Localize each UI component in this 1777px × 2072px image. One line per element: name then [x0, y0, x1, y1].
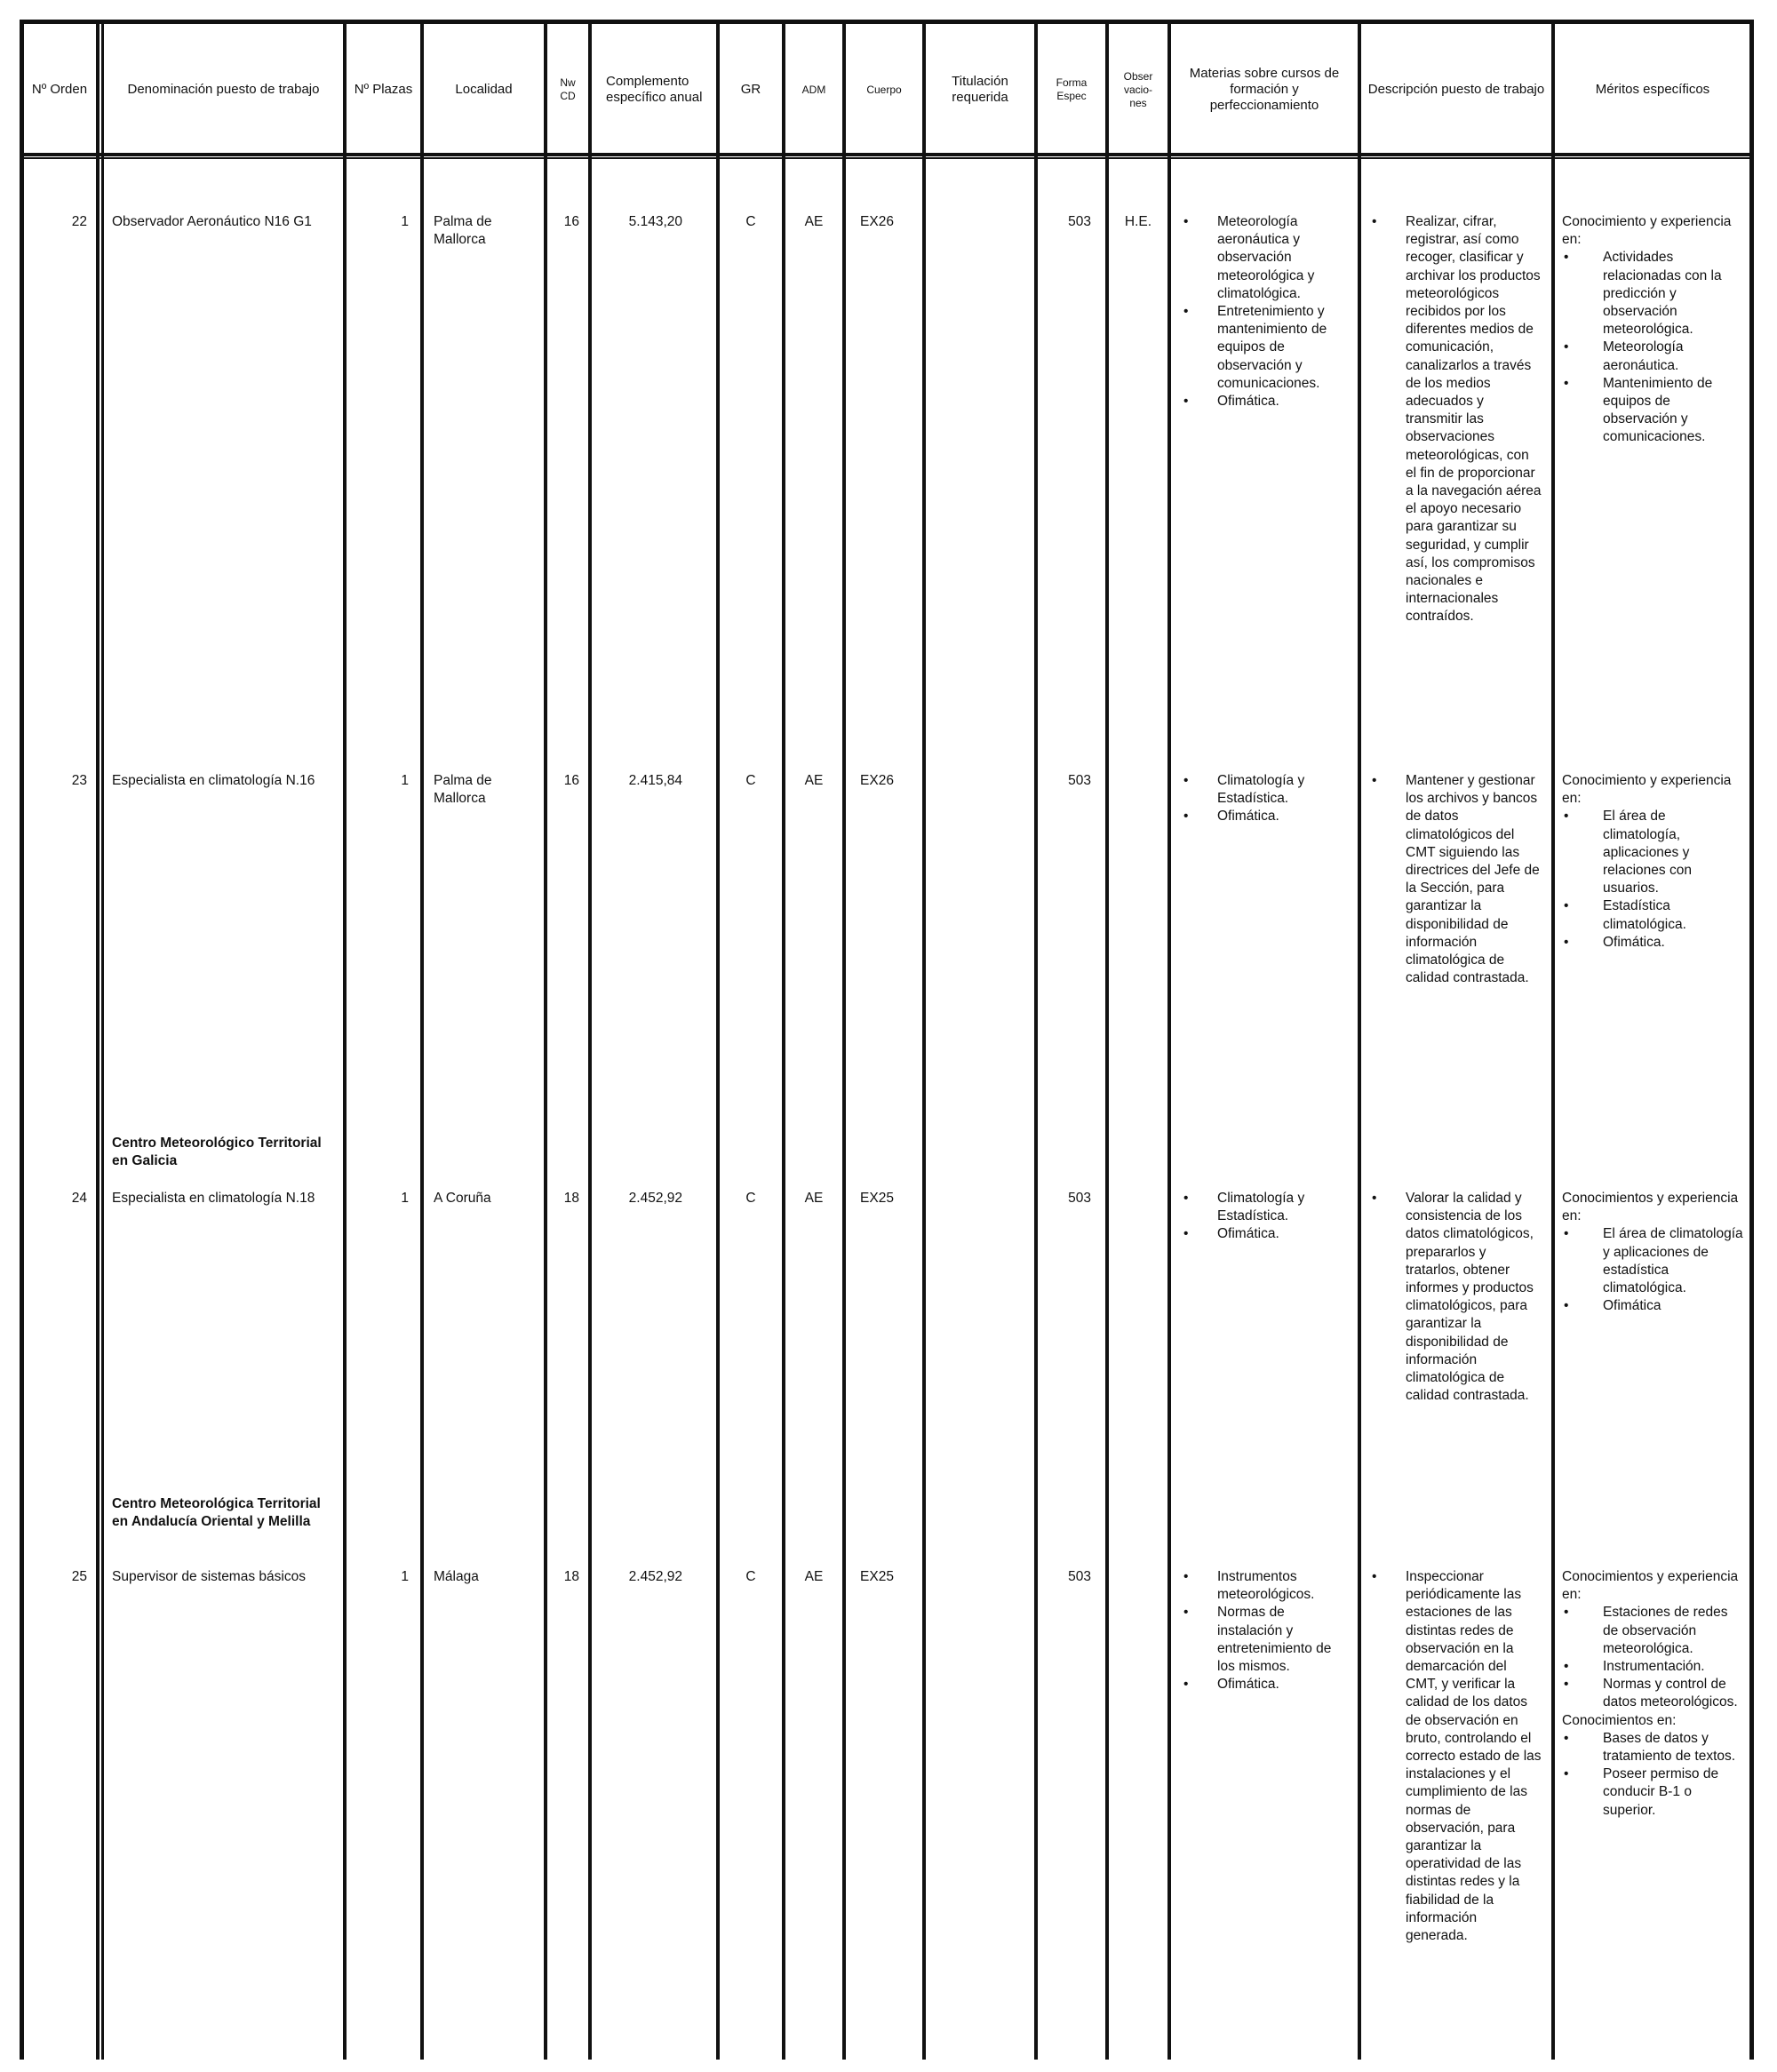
merito-item: • Mantenimiento de equipos de observación y comunicaciones. [1562, 375, 1745, 447]
meritos-intro: Conocimiento y experiencia en: [1562, 214, 1732, 248]
meritos-intro: Conocimiento y experiencia en: [1562, 773, 1732, 807]
col-divider [1105, 20, 1109, 2060]
row-23-complemento: 2.415,84 [628, 773, 682, 788]
row-25-orden: 25 [71, 1569, 87, 1584]
header-orden: Nº Orden [31, 82, 88, 97]
row-23-descripcion [1370, 772, 1542, 987]
row-24-orden: 24 [71, 1191, 87, 1206]
header-nivel: Nw CD [560, 76, 576, 102]
merito-item: • Meteorología aeronáutica. [1562, 339, 1745, 374]
row-22-materias [1182, 213, 1351, 410]
descripcion-item: • Mantener y gestionar los archivos y bancos de datos climatológicos del CMT siguiendo las directrices del Jefe de la Sección, para garantizar la disponibilidad de información climatológica de calidad contrastada. [1370, 772, 1542, 987]
row-25-cuerpo: EX25 [860, 1569, 894, 1584]
row-25-complemento: 2.452,92 [628, 1569, 682, 1584]
col-divider [1167, 20, 1171, 2060]
header-materias: Materias sobre cursos de formación y perfeccionamiento [1189, 66, 1340, 113]
header-denominacion: Denominación puesto de trabajo [127, 82, 320, 97]
merito-item: • Actividades relacionadas con la predicción y observación meteorológica. [1562, 249, 1745, 339]
row-25-localidad: Málaga [434, 1569, 479, 1584]
row-23-denominacion: Especialista en climatología N.16 [112, 773, 315, 788]
materia-item: • Climatología y Estadística. [1182, 1190, 1351, 1225]
row-22-localidad: Palma de Mallorca [434, 214, 492, 248]
row-23-materias [1182, 772, 1351, 826]
row-24-plazas: 1 [401, 1191, 409, 1206]
section-title-galicia: Centro Meteorológico Territorial en Galicia [112, 1136, 322, 1169]
materia-item: • Ofimática. [1182, 1225, 1351, 1243]
header-complemento: Complemento específico anual [606, 74, 703, 105]
materia-item: • Meteorología aeronáutica y observación meteorológica y climatológica. [1182, 213, 1351, 303]
col-divider [544, 20, 547, 2060]
row-23-forma: 503 [1068, 773, 1091, 788]
materia-item: • Entretenimiento y mantenimiento de equipos de observación y comunicaciones. [1182, 303, 1351, 393]
row-25-adm: AE [804, 1569, 824, 1584]
col-divider [1034, 20, 1038, 2060]
merito-item: • El área de climatología, aplicaciones y relaciones con usuarios. [1562, 808, 1745, 897]
row-24-materias [1182, 1190, 1351, 1244]
merito-item: • Bases de datos y tratamiento de textos. [1562, 1730, 1745, 1765]
row-22-descripcion [1370, 213, 1542, 626]
merito-item: • Estadística climatológica. [1562, 897, 1745, 933]
merito-item: • Instrumentación. [1562, 1658, 1745, 1676]
row-22-forma: 503 [1068, 214, 1091, 229]
row-22-orden: 22 [71, 214, 87, 229]
materia-item: • Normas de instalación y entretenimiento de los mismos. [1182, 1604, 1351, 1676]
col-divider [842, 20, 846, 2060]
merito-item: • Poseer permiso de conducir B-1 o superior. [1562, 1765, 1745, 1820]
merito-item: • Ofimática [1562, 1297, 1745, 1315]
header-descripcion: Descripción puesto de trabajo [1367, 82, 1545, 97]
col-divider [922, 20, 926, 2060]
merito-item: • Ofimática. [1562, 934, 1745, 952]
header-meritos: Méritos específicos [1595, 82, 1710, 97]
row-23-localidad: Palma de Mallorca [434, 773, 492, 807]
row-24-complemento: 2.452,92 [628, 1191, 682, 1206]
header-plazas: Nº Plazas [354, 82, 413, 97]
row-22-gr: C [745, 214, 756, 229]
header-rule-double [20, 157, 1754, 159]
row-22-observaciones: H.E. [1124, 214, 1152, 229]
row-24-cuerpo: EX25 [860, 1191, 894, 1206]
merito-item: • Normas y control de datos meteorológicos. [1562, 1676, 1745, 1711]
col-divider [1551, 20, 1555, 2060]
materia-item: • Instrumentos meteorológicos. [1182, 1568, 1351, 1604]
col-divider [420, 20, 424, 2060]
row-24-gr: C [745, 1191, 756, 1206]
header-localidad: Localidad [455, 82, 513, 97]
materia-item: • Climatología y Estadística. [1182, 772, 1351, 808]
row-22-denominacion: Observador Aeronáutico N16 G1 [112, 214, 312, 229]
merito-item: • Estaciones de redes de observación meteorológica. [1562, 1604, 1745, 1658]
materia-item: • Ofimática. [1182, 1676, 1351, 1693]
row-23-meritos [1562, 772, 1745, 952]
row-25-nivel: 18 [563, 1569, 579, 1584]
row-24-nivel: 18 [563, 1191, 579, 1206]
materia-item: • Ofimática. [1182, 808, 1351, 825]
merito-item: • El área de climatología y aplicaciones de estadística climatológica. [1562, 1225, 1745, 1297]
row-23-orden: 23 [71, 773, 87, 788]
row-25-descripcion [1370, 1568, 1542, 1945]
row-22-adm: AE [804, 214, 824, 229]
header-forma: Forma Espec [1056, 76, 1088, 102]
row-24-adm: AE [804, 1191, 824, 1206]
row-25-plazas: 1 [401, 1569, 409, 1584]
row-22-nivel: 16 [563, 214, 579, 229]
section-title-andalucia: Centro Meteorológica Territorial en Andalucía Oriental y Melilla [112, 1496, 321, 1530]
row-24-descripcion [1370, 1190, 1542, 1405]
meritos-intro-2: Conocimientos en: [1562, 1712, 1677, 1728]
row-23-gr: C [745, 773, 756, 788]
row-22-plazas: 1 [401, 214, 409, 229]
col-divider [101, 20, 104, 2060]
row-23-plazas: 1 [401, 773, 409, 788]
header-adm: ADM [801, 83, 826, 96]
descripcion-item: • Inspeccionar periódicamente las estaciones de las distintas redes de observación en la demarcación del CMT, y verificar la calidad de los datos de observación en bruto, controlando el correcto estado de las instalaciones y el cumplimiento de las normas de observación, para garantizar la operatividad de las distintas redes y la fiabilidad de la información generada. [1370, 1568, 1542, 1945]
row-23-adm: AE [804, 773, 824, 788]
col-divider [1358, 20, 1361, 2060]
descripcion-item: • Valorar la calidad y consistencia de los datos climatológicos, prepararlos y tratarlos, obtener informes y productos climatológicos, para garantizar la disponibilidad de información climatológica de calidad contrastada. [1370, 1190, 1542, 1405]
col-divider [343, 20, 347, 2060]
row-25-forma: 503 [1068, 1569, 1091, 1584]
descripcion-item: • Realizar, cifrar, registrar, así como recoger, clasificar y archivar los productos meteorológicos recibidos por los diferentes medios de comunicación, canalizarlos a través de los medios adecuados y transmitir las observaciones meteorológicas, con el fin de proporcionar a la navegación aérea el apoyo necesario para garantizar su seguridad, y cumplir así, los compromisos nacionales e internacionales contraídos. [1370, 213, 1542, 626]
row-25-gr: C [745, 1569, 756, 1584]
header-gr: GR [740, 82, 761, 97]
header-cuerpo: Cuerpo [866, 83, 902, 96]
col-divider [96, 20, 100, 2060]
row-24-localidad: A Coruña [434, 1191, 491, 1206]
row-22-cuerpo: EX26 [860, 214, 894, 229]
header-observaciones: Obser vacio- nes [1123, 69, 1153, 109]
row-23-nivel: 16 [563, 773, 579, 788]
row-24-forma: 503 [1068, 1191, 1091, 1206]
meritos-intro: Conocimientos y experiencia en: [1562, 1191, 1739, 1224]
materia-item: • Ofimática. [1182, 393, 1351, 410]
row-22-complemento: 5.143,20 [628, 214, 682, 229]
row-22-meritos [1562, 213, 1745, 447]
row-25-denominacion: Supervisor de sistemas básicos [112, 1569, 306, 1584]
row-24-denominacion: Especialista en climatología N.18 [112, 1191, 315, 1206]
header-titulacion: Titulación requerida [952, 74, 1008, 105]
row-25-meritos [1562, 1568, 1745, 1820]
row-23-cuerpo: EX26 [860, 773, 894, 788]
meritos-intro: Conocimientos y experiencia en: [1562, 1569, 1739, 1603]
col-divider [716, 20, 720, 2060]
row-24-meritos [1562, 1190, 1745, 1315]
col-divider [782, 20, 785, 2060]
row-25-materias [1182, 1568, 1351, 1693]
col-divider [588, 20, 592, 2060]
